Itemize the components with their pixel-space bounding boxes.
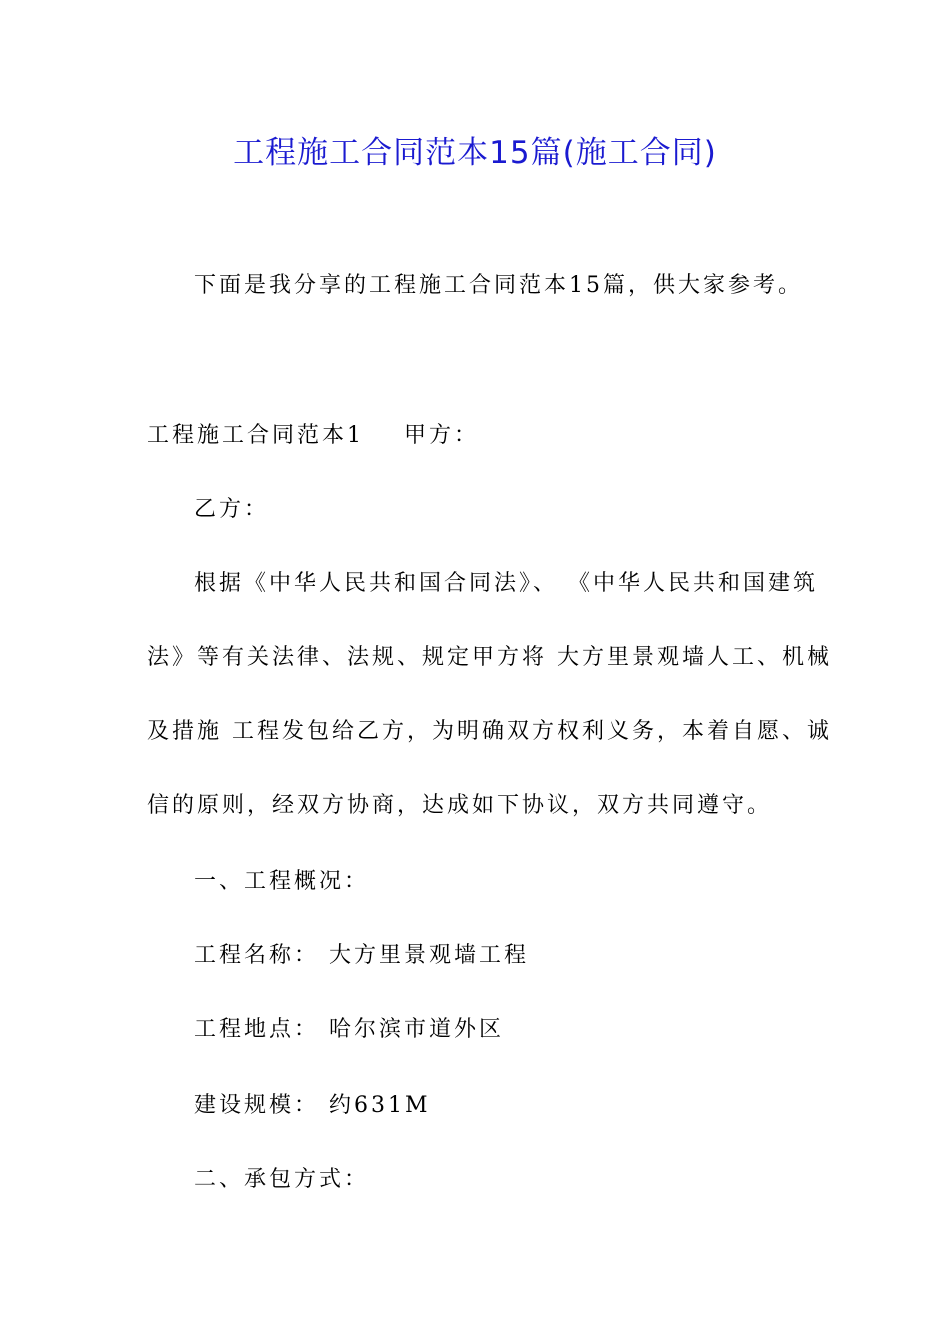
paragraph-line: 根据《中华人民共和国合同法》、 《中华人民共和国建筑 [194, 571, 818, 596]
paragraph-line: 法》等有关法律、法规、规定甲方将 大方里景观墙人工、机械 [147, 645, 832, 670]
intro-text: 下面是我分享的工程施工合同范本15篇，供大家参考。 [194, 273, 803, 298]
item-1-heading: 一、工程概况： [194, 869, 370, 894]
item-2-heading: 二、承包方式： [194, 1167, 370, 1192]
document-title: 工程施工合同范本15篇(施工合同) [233, 135, 717, 171]
section-heading: 工程施工合同范本1 [147, 423, 364, 448]
project-location: 工程地点： 哈尔滨市道外区 [194, 1017, 504, 1042]
paragraph-line: 信的原则，经双方协商，达成如下协议，双方共同遵守。 [147, 793, 773, 818]
party-a-label: 甲方： [404, 423, 480, 448]
party-b-label: 乙方： [194, 497, 270, 522]
project-scale: 建设规模： 约631M [194, 1093, 431, 1118]
project-name: 工程名称： 大方里景观墙工程 [194, 943, 529, 968]
paragraph-line: 及措施 工程发包给乙方，为明确双方权利义务，本着自愿、诚 [147, 719, 832, 744]
